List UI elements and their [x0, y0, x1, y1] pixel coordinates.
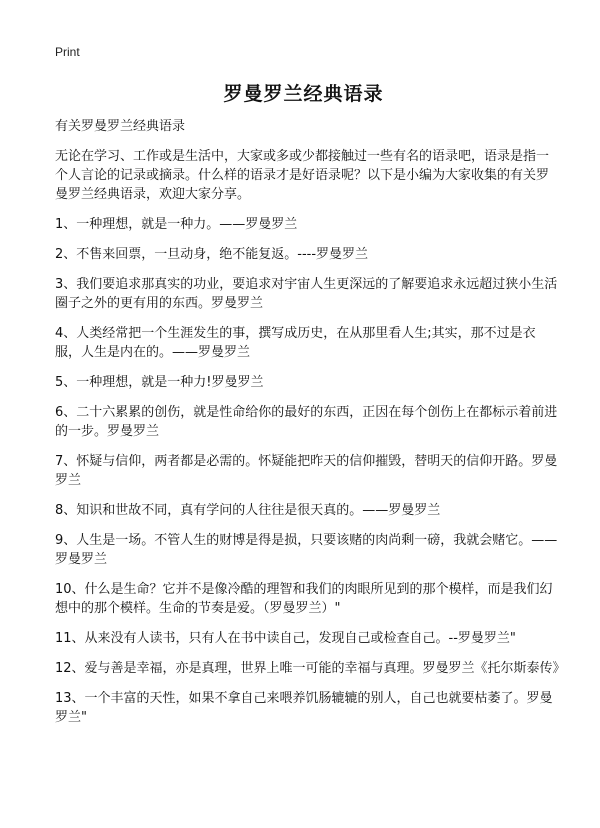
quote-item: 1、一种理想，就是一种力。——罗曼罗兰: [55, 217, 298, 232]
quote-item: 4、人类经常把一个生涯发生的事，撰写成历史，在从那里看人生;其实，那不过是衣服，人生是内在的。——罗曼罗兰: [55, 326, 536, 360]
quote-item: 3、我们要追求那真实的功业，要追求对宇宙人生更深远的了解要追求永远超过狭小生活圈子之外的更有用的东西。罗曼罗兰: [55, 277, 558, 311]
quote-item: 11、从来没有人读书，只有人在书中读自己，发现自己或检查自己。--罗曼罗兰": [55, 631, 516, 646]
page-title: 罗曼罗兰经典语录: [223, 83, 384, 105]
quote-item: 2、不售来回票，一旦动身，绝不能复返。----罗曼罗兰: [55, 247, 369, 262]
intro-paragraph: 无论在学习、工作或是生活中，大家或多或少都接触过一些有名的语录吧，语录是指一个人言论的记录或摘录。什么样的语录才是好语录呢？以下是小编为大家收集的有关罗曼罗兰经典语录，欢迎大家分享。: [55, 149, 550, 202]
quote-item: 10、什么是生命？它并不是像冷酷的理智和我们的肉眼所见到的那个模样，而是我们幻想中的那个模样。生命的节奏是爱。（罗曼罗兰）": [55, 582, 553, 616]
quote-item: 8、知识和世故不同，真有学问的人往往是很天真的。——罗曼罗兰: [55, 503, 441, 518]
quote-item: 9、人生是一场。不管人生的财博是得是损，只要该赌的肉尚剩一磅，我就会赌它。——罗曼罗兰: [55, 533, 558, 567]
page-subtitle: 有关罗曼罗兰经典语录: [55, 119, 186, 134]
quote-item: 7、怀疑与信仰，两者都是必需的。怀疑能把昨天的信仰摧毁，替明天的信仰开路。罗曼罗兰: [55, 454, 558, 488]
quote-item: 13、一个丰富的天性，如果不拿自己来喂养饥肠辘辘的别人，自己也就要枯萎了。罗曼罗兰": [55, 691, 553, 725]
quote-item: 12、爱与善是幸福，亦是真理，世界上唯一可能的幸福与真理。罗曼罗兰《托尔斯泰传》: [55, 661, 566, 676]
quote-item: 5、一种理想，就是一种力!罗曼罗兰: [55, 375, 264, 390]
quote-list: [55, 215, 566, 727]
print-link[interactable]: Print: [55, 45, 80, 59]
quote-item: 6、二十六累累的创伤，就是性命给你的最好的东西，正因在每个创伤上在都标示着前进的一步。罗曼罗兰: [55, 405, 558, 439]
